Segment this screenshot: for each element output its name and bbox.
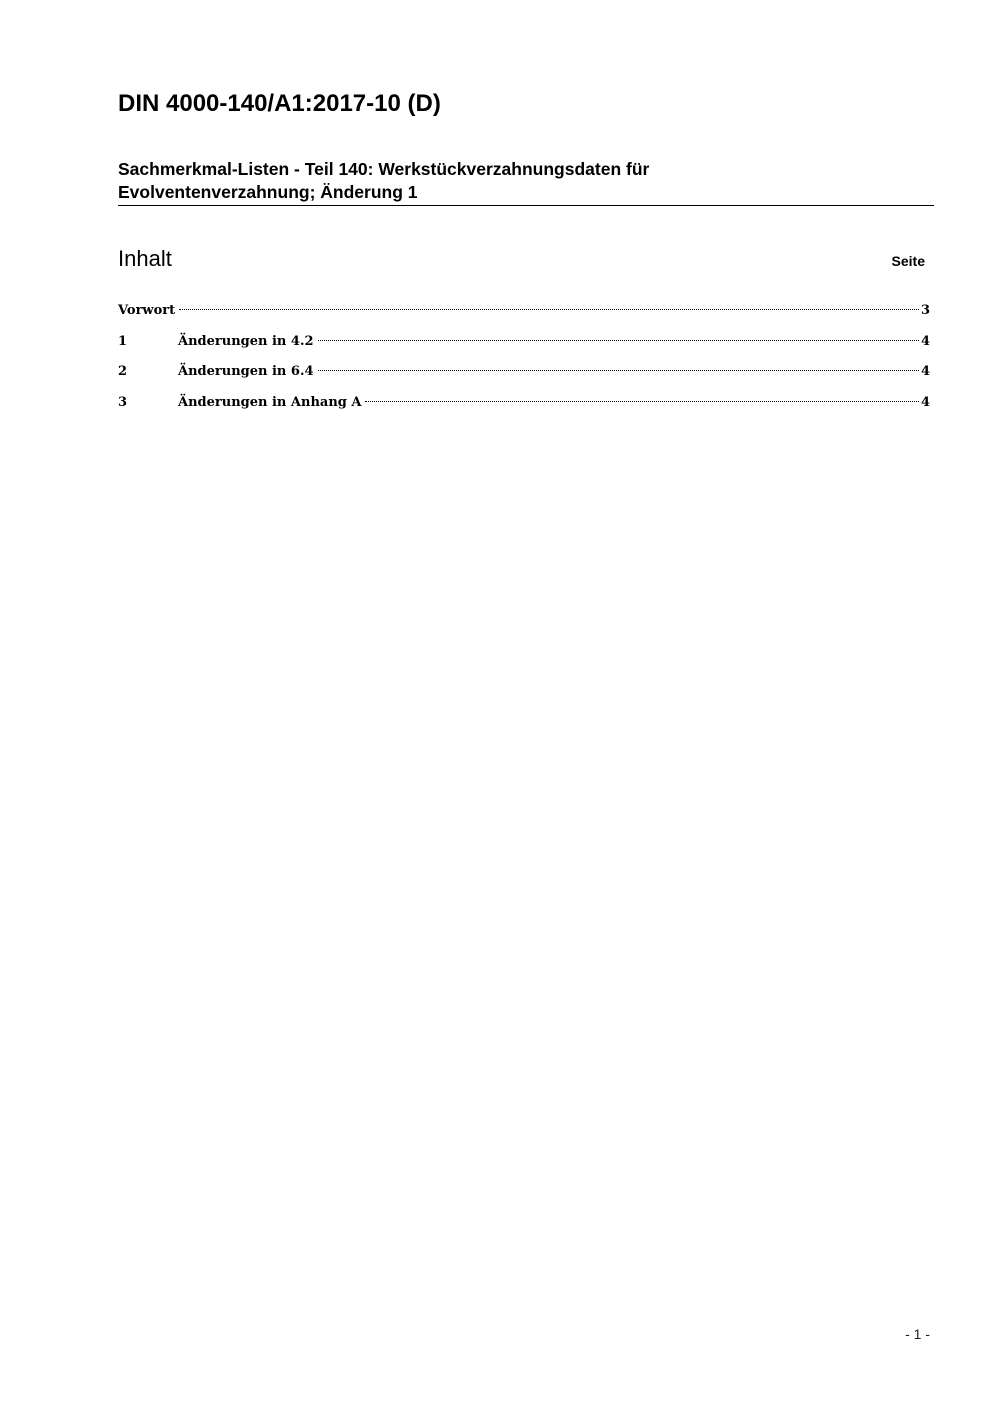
- toc-entry-section-1[interactable]: [118, 332, 930, 363]
- toc-entry-page[interactable]: 4: [920, 394, 930, 410]
- document-subtitle: [118, 158, 934, 206]
- document-subtitle-line-2: Evolventenverzahnung; Änderung 1: [118, 182, 418, 202]
- toc-entry-vorwort[interactable]: [118, 301, 930, 332]
- toc-dot-leader: [365, 401, 918, 402]
- toc-dot-leader: [318, 370, 919, 371]
- toc-entry-title[interactable]: Änderungen in Anhang A: [178, 394, 362, 410]
- toc-entry-title[interactable]: Änderungen in 6.4: [178, 364, 314, 379]
- toc-entry-title[interactable]: Vorwort: [118, 303, 176, 318]
- toc-dot-leader: [179, 309, 919, 310]
- toc-dot-leader: [318, 340, 919, 341]
- document-subtitle-line-1: Sachmerkmal-Listen - Teil 140: Werkstückverzahnungsdaten für: [118, 159, 650, 179]
- toc-entry-number: 2: [118, 364, 128, 379]
- document-title: DIN 4000-140/A1:2017-10 (D): [118, 90, 441, 117]
- toc-entry-title[interactable]: Änderungen in 4.2: [178, 333, 314, 349]
- page-number: - 1 -: [905, 1326, 930, 1342]
- toc-entry-number: 1: [118, 333, 128, 349]
- toc-entry-section-2[interactable]: [118, 362, 930, 393]
- toc-entry-section-3[interactable]: [118, 393, 930, 424]
- toc-page-column-label: Seite: [891, 253, 925, 269]
- toc-entry-page[interactable]: 3: [920, 303, 930, 318]
- toc-entry-number: 3: [118, 394, 128, 410]
- toc-entry-page[interactable]: 4: [920, 333, 930, 349]
- toc-entry-page[interactable]: 4: [920, 364, 930, 379]
- table-of-contents: [118, 301, 930, 423]
- toc-heading: Inhalt: [118, 246, 172, 271]
